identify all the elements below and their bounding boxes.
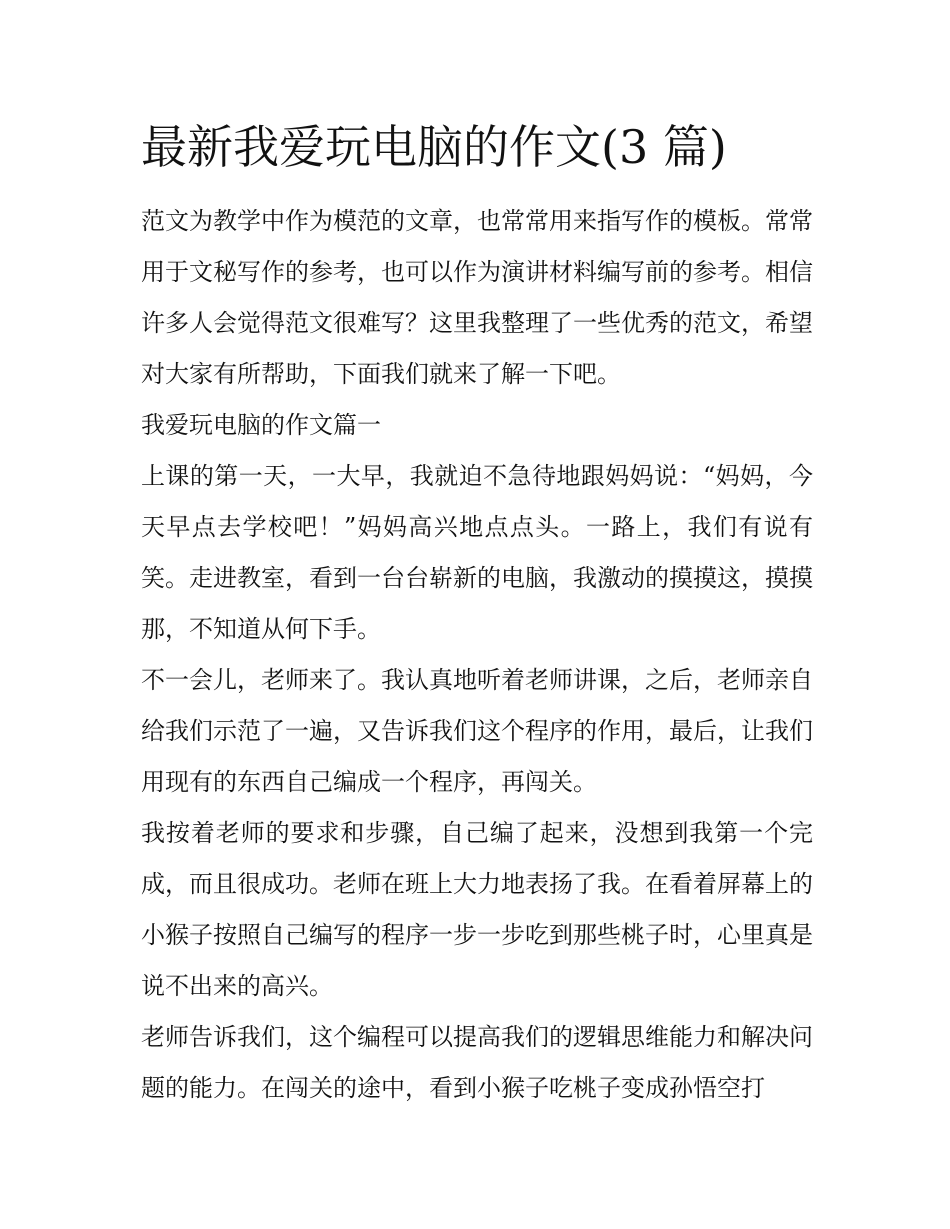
body-paragraph: 老师告诉我们，这个编程可以提高我们的逻辑思维能力和解决问题的能力。在闯关的途中，看到小猴子吃桃子变成孙悟空打	[141, 1023, 813, 1102]
body-paragraph: 不一会儿，老师来了。我认真地听着老师讲课，之后，老师亲自给我们示范了一遍，又告诉我们这个程序的作用，最后，让我们用现有的东西自己编成一个程序，再闯关。	[141, 666, 813, 796]
section-heading: 我爱玩电脑的作文篇一	[141, 411, 381, 439]
body-paragraph: 上课的第一天，一大早，我就迫不急待地跟妈妈说：“妈妈，今天早点去学校吧！”妈妈高兴地点点头。一路上，我们有说有笑。走进教室，看到一台台崭新的电脑，我激动的摸摸这，摸摸那，不知道从何下手。	[141, 462, 813, 643]
intro-paragraph: 范文为教学中作为模范的文章，也常常用来指写作的模板。常常用于文秘写作的参考，也可以作为演讲材料编写前的参考。相信许多人会觉得范文很难写？这里我整理了一些优秀的范文，希望对大家有所帮助，下面我们就来了解一下吧。	[141, 207, 813, 388]
body-paragraph: 我按着老师的要求和步骤，自己编了起来，没想到我第一个完成，而且很成功。老师在班上大力地表扬了我。在看着屏幕上的小猴子按照自己编写的程序一步一步吃到那些桃子时，心里真是说不出来的高兴。	[141, 819, 813, 1000]
document-title: 最新我爱玩电脑的作文(3 篇)	[141, 120, 727, 174]
document-page	[141, 116, 813, 1114]
